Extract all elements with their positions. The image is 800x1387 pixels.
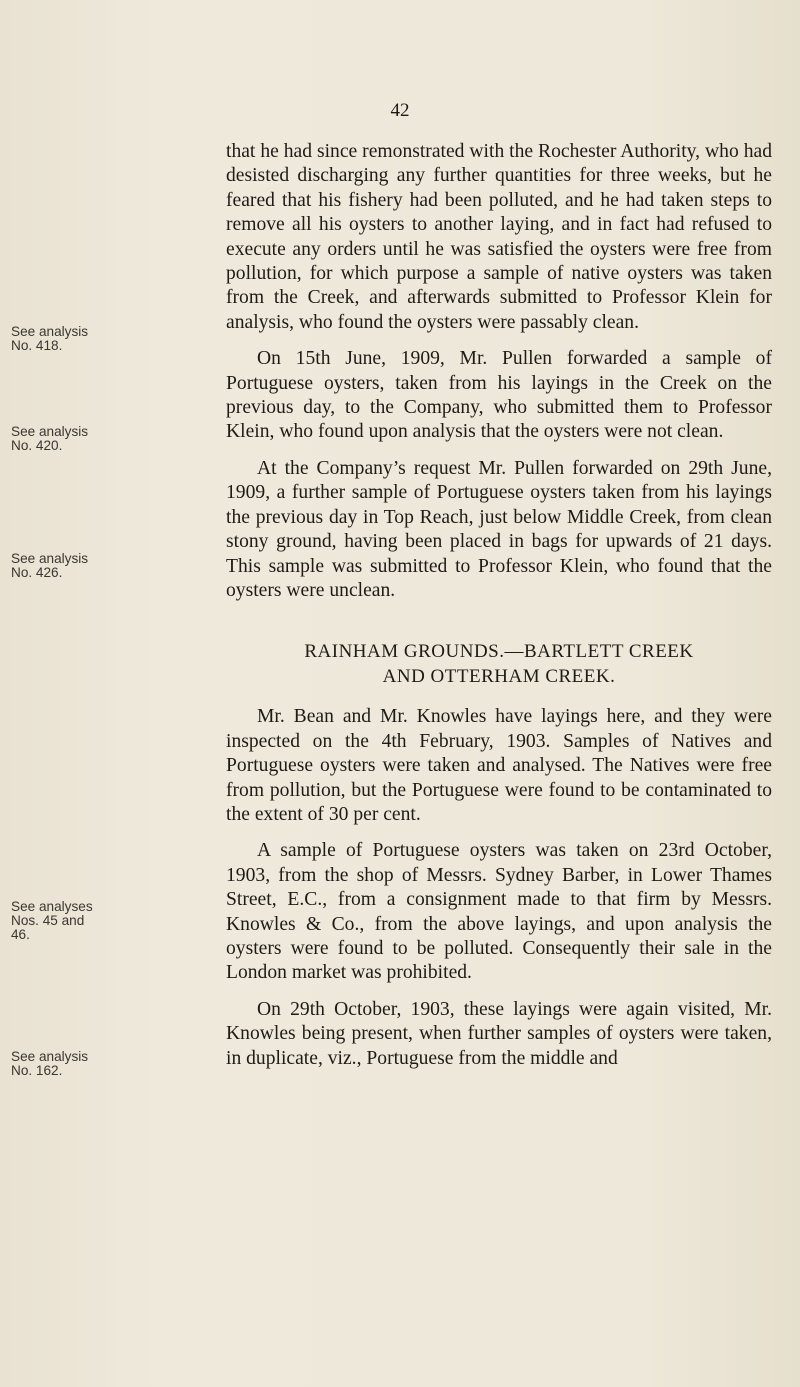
margin-note	[11, 1050, 119, 1078]
margin-note	[11, 325, 119, 353]
paragraph: A sample of Portuguese oysters was taken on 23rd October, 1903, from the shop of Messrs. Sydney Barber, in Lower Thames Street, E.C., from a consignment made to that firm by Messrs. Knowles & Co., from the above layings, and upon analysis the oysters were found to be polluted. Consequently their sale in the London market was prohibited.	[226, 840, 772, 984]
margin-note-line: See analysis	[11, 1049, 89, 1064]
page-number: 42	[390, 100, 410, 121]
body-text	[226, 140, 772, 1083]
section-heading-line: RAINHAM GROUNDS.—BARTLETT CREEK	[304, 641, 694, 663]
margin-note	[11, 425, 119, 453]
margin-note-line: See analysis	[11, 324, 89, 339]
margin-note-line: 46.	[11, 927, 30, 942]
margin-note-line: See analysis	[11, 551, 89, 566]
margin-note	[11, 900, 119, 942]
paragraph: that he had since remonstrated with the Rochester Authority, who had desisted discharging any further quantities for three weeks, but he feared that his fishery had been polluted, and he had taken steps to remove all his oysters to another laying, and in fact had refused to execute any orders until he was satisfied the oysters were free from pollution, for which purpose a sample of native oysters was taken from the Creek, and afterwards submitted to Professor Klein for analysis, who found the oysters were passably clean.	[226, 141, 772, 333]
section-heading	[226, 639, 772, 689]
paragraph: Mr. Bean and Mr. Knowles have layings here, and they were inspected on the 4th February, 1903. Samples of Natives and Portuguese oysters were taken and analysed. The Natives were free from pollution, but the Portuguese were found to be contaminated to the extent of 30 per cent.	[226, 706, 772, 825]
margin-note-line: Nos. 45 and	[11, 913, 85, 928]
paragraph: On 15th June, 1909, Mr. Pullen forwarded a sample of Portuguese oysters, taken from his layings in the Creek on the previous day, to the Company, who submitted them to Professor Klein, who found upon analysis that the oysters were not clean.	[226, 348, 772, 443]
paragraph: At the Company’s request Mr. Pullen forwarded on 29th June, 1909, a further sample of Portuguese oysters taken from his layings the previous day in Top Reach, just below Middle Creek, from clean stony ground, having been placed in bags for upwards of 21 days. This sample was submitted to Professor Klein, who found that the oysters were unclean.	[226, 457, 772, 601]
margin-note-line: No. 418.	[11, 338, 63, 353]
margin-note-line: No. 426.	[11, 565, 63, 580]
margin-note-line: See analyses	[11, 899, 93, 914]
margin-note-line: No. 162.	[11, 1063, 63, 1078]
margin-note-line: No. 420.	[11, 438, 63, 453]
section-heading-line: AND OTTERHAM CREEK.	[382, 666, 616, 688]
margin-note	[11, 552, 119, 580]
margin-note-line: See analysis	[11, 424, 89, 439]
paragraph: On 29th October, 1903, these layings were again visited, Mr. Knowles being present, when further samples of oysters were taken, in duplicate, viz., Portuguese from the middle and	[226, 998, 772, 1069]
